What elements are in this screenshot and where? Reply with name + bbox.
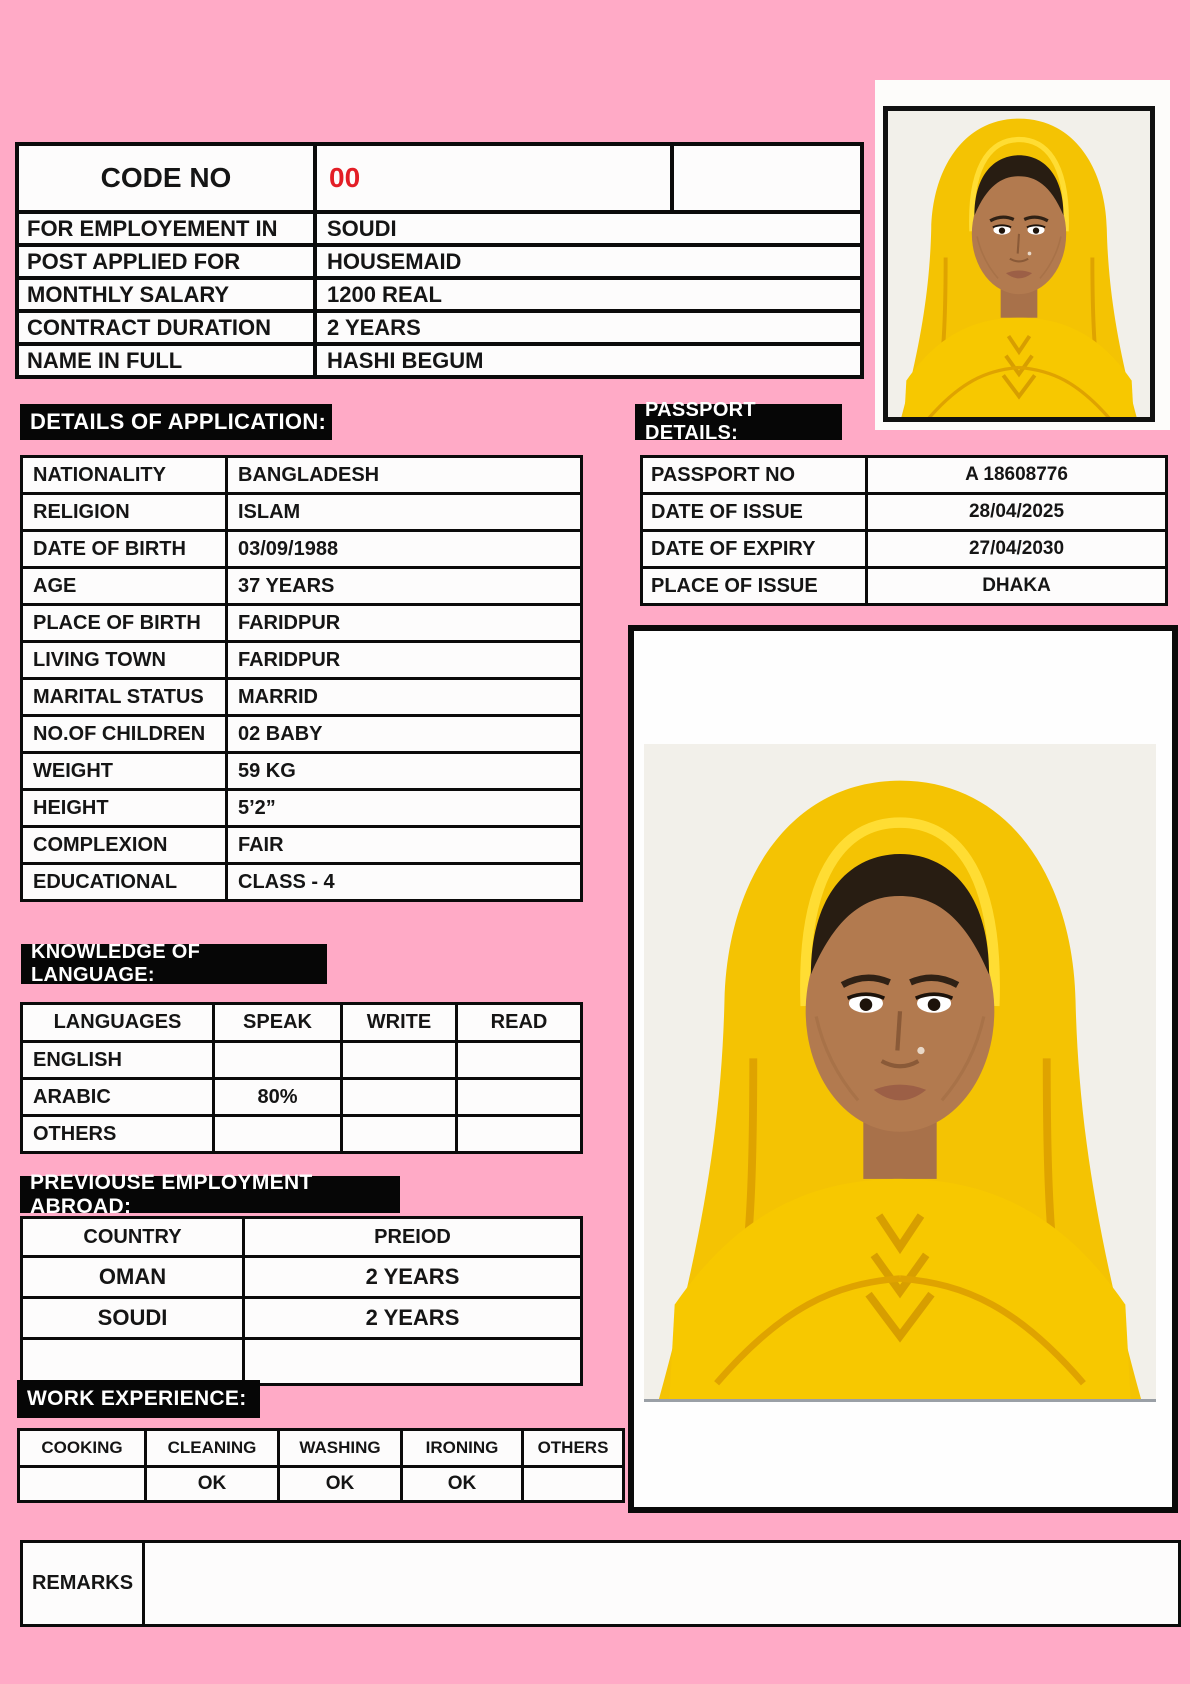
table-row [642,457,1167,494]
language-name: OTHERS [22,1116,214,1153]
table-row [22,1298,582,1339]
language-table [20,1002,583,1154]
applicant-portrait-image [888,111,1150,417]
table-row [22,568,582,605]
table-row [17,344,862,377]
table-row [22,642,582,679]
field-value: DHAKA [867,568,1167,605]
remarks-table [20,1540,1181,1627]
field-value: HASHI BEGUM [315,344,862,377]
table-row [22,494,582,531]
table-row [22,1339,582,1385]
field-value: 03/09/1988 [227,531,582,568]
column-header: WASHING [279,1430,402,1467]
applicant-photo [875,80,1170,430]
field-value: 2 YEARS [315,311,862,344]
field-label: EDUCATIONAL [22,864,227,901]
table-row [22,1542,1180,1626]
table-row [22,716,582,753]
field-label: MONTHLY SALARY [17,278,315,311]
remarks-value [144,1542,1180,1626]
field-value: ISLAM [227,494,582,531]
write-cell [342,1116,457,1153]
column-header: PREIOD [244,1218,582,1257]
field-value: FAIR [227,827,582,864]
read-cell [457,1116,582,1153]
column-header: READ [457,1004,582,1042]
employment-section-header: PREVIOUSE EMPLOYMENT ABROAD: [20,1176,400,1213]
field-label: WEIGHT [22,753,227,790]
field-label: DATE OF EXPIRY [642,531,867,568]
field-value: BANGLADESH [227,457,582,494]
passport-table [640,455,1168,606]
speak-cell: 80% [214,1079,342,1116]
employment-table [20,1216,583,1386]
table-row [22,753,582,790]
table-row [642,494,1167,531]
field-label: PASSPORT NO [642,457,867,494]
table-header-row [19,1430,624,1467]
table-row [22,531,582,568]
skill-value [523,1467,624,1502]
table-row [22,790,582,827]
field-label: POST APPLIED FOR [17,245,315,278]
field-value: 28/04/2025 [867,494,1167,531]
table-row [22,1257,582,1298]
table-header-row [22,1218,582,1257]
work-experience-table [17,1428,625,1503]
table-row [22,864,582,901]
table-row [22,827,582,864]
field-value: HOUSEMAID [315,245,862,278]
table-row [19,1467,624,1502]
table-row [17,144,862,212]
table-row [22,679,582,716]
work-section-header: WORK EXPERIENCE: [17,1380,260,1418]
field-label: FOR EMPLOYEMENT IN [17,212,315,245]
code-no-value: 00 [315,144,672,212]
table-row [22,605,582,642]
table-row [642,568,1167,605]
details-table [20,455,583,902]
write-cell [342,1079,457,1116]
table-header-row [22,1004,582,1042]
field-value: CLASS - 4 [227,864,582,901]
field-label: DATE OF BIRTH [22,531,227,568]
field-label: RELIGION [22,494,227,531]
country-cell [22,1339,244,1385]
country-cell: SOUDI [22,1298,244,1339]
code-no-label: CODE NO [17,144,315,212]
speak-cell [214,1042,342,1079]
skill-value [19,1467,146,1502]
table-row [17,245,862,278]
field-value: 5’2” [227,790,582,827]
table-row [22,457,582,494]
table-row [642,531,1167,568]
field-label: MARITAL STATUS [22,679,227,716]
field-value: 59 KG [227,753,582,790]
photo-frame [883,106,1155,422]
field-value: 1200 REAL [315,278,862,311]
table-row [17,278,862,311]
table-row [22,1116,582,1153]
field-label: DATE OF ISSUE [642,494,867,531]
period-cell: 2 YEARS [244,1298,582,1339]
country-cell: OMAN [22,1257,244,1298]
column-header: WRITE [342,1004,457,1042]
applicant-photo-large [628,625,1178,1513]
field-label: NO.OF CHILDREN [22,716,227,753]
field-value: 02 BABY [227,716,582,753]
column-header: COUNTRY [22,1218,244,1257]
speak-cell [214,1116,342,1153]
period-cell: 2 YEARS [244,1257,582,1298]
language-name: ENGLISH [22,1042,214,1079]
language-name: ARABIC [22,1079,214,1116]
field-label: PLACE OF BIRTH [22,605,227,642]
field-value: 37 YEARS [227,568,582,605]
column-header: SPEAK [214,1004,342,1042]
language-section-header: KNOWLEDGE OF LANGUAGE: [21,944,327,984]
column-header: IRONING [402,1430,523,1467]
header-table [15,142,864,379]
applicant-portrait-image-large [644,744,1156,1399]
field-value: FARIDPUR [227,642,582,679]
photo-frame [644,744,1156,1402]
field-label: NATIONALITY [22,457,227,494]
skill-value: OK [279,1467,402,1502]
skill-value: OK [146,1467,279,1502]
column-header: CLEANING [146,1430,279,1467]
column-header: OTHERS [523,1430,624,1467]
field-label: AGE [22,568,227,605]
column-header: LANGUAGES [22,1004,214,1042]
table-row [22,1079,582,1116]
details-section-header: DETAILS OF APPLICATION: [20,404,332,440]
field-value: A 18608776 [867,457,1167,494]
field-label: NAME IN FULL [17,344,315,377]
field-label: CONTRACT DURATION [17,311,315,344]
field-label: LIVING TOWN [22,642,227,679]
field-label: COMPLEXION [22,827,227,864]
period-cell [244,1339,582,1385]
field-label: PLACE OF ISSUE [642,568,867,605]
skill-value: OK [402,1467,523,1502]
field-value: MARRID [227,679,582,716]
field-value: 27/04/2030 [867,531,1167,568]
field-value: SOUDI [315,212,862,245]
table-row [17,212,862,245]
column-header: COOKING [19,1430,146,1467]
write-cell [342,1042,457,1079]
passport-section-header: PASSPORT DETAILS: [635,404,842,440]
table-row [17,311,862,344]
read-cell [457,1042,582,1079]
remarks-label: REMARKS [22,1542,144,1626]
table-row [22,1042,582,1079]
empty-cell [672,144,862,212]
read-cell [457,1079,582,1116]
field-label: HEIGHT [22,790,227,827]
field-value: FARIDPUR [227,605,582,642]
